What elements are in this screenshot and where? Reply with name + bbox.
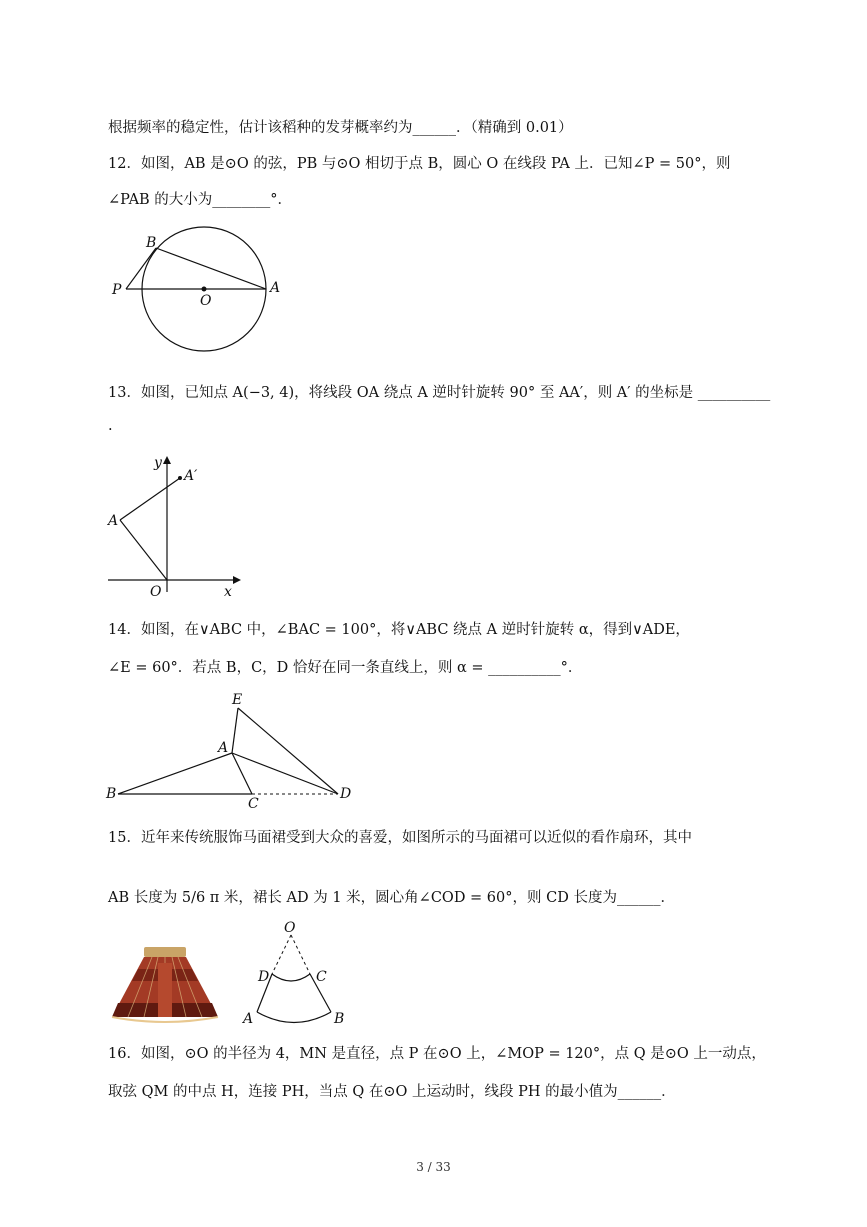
q12-text-line1: 12．如图，AB 是⊙O 的弦，PB 与⊙O 相切于点 B，圆心 O 在线段 PA 上．已知∠P = 50°，则 [108,156,731,172]
q12-circle-figure [100,225,300,360]
label-C: C [316,969,327,985]
label-C: C [248,796,259,812]
label-B: B [334,1011,345,1027]
q14-triangle-figure [100,688,370,813]
q11-tail-text: 根据频率的稳定性，估计该稻种的发芽概率约为______．（精确到 0.01） [108,120,573,136]
label-D: D [340,786,352,802]
label-A: A [108,513,119,529]
q16-text-line2: 取弦 QM 的中点 H，连接 PH，当点 Q 在⊙O 上运动时，线段 PH 的最小值为______． [108,1084,676,1100]
label-E: E [232,692,243,708]
q13-text-line1: 13．如图，已知点 A(−3, 4)，将线段 OA 绕点 A 逆时针旋转 90° 至 AA′，则 A′ 的坐标是 __________ [108,385,771,401]
label-x: x [224,584,232,600]
label-A-prime: A′ [184,468,198,484]
label-P: P [112,282,122,298]
q14-text-line1: 14．如图，在∨ABC 中，∠BAC = 100°，将∨ABC 绕点 A 逆时针旋转 α，得到∨ADE， [108,622,690,638]
label-A: A [218,740,229,756]
q15-sector-ring-figure [238,915,358,1030]
q13-text-line2: . [108,418,113,434]
q16-text-line1: 16．如图，⊙O 的半径为 4，MN 是直径，点 P 在⊙O 上，∠MOP = 120°，点 Q 是⊙O 上一动点， [108,1046,766,1062]
label-O: O [150,584,162,600]
label-B: B [106,786,117,802]
q12-text-line2: ∠PAB 的大小为________°． [108,192,293,208]
label-A: A [243,1011,254,1027]
page-number: 3 / 33 [416,1160,451,1174]
label-B: B [146,235,157,251]
label-D: D [258,969,270,985]
q15-text-line1: 15．近年来传统服饰马面裙受到大众的喜爱，如图所示的马面裙可以近似的看作扇环，其中 [108,830,692,846]
mamian-skirt-image [108,945,220,1025]
q14-text-line2: ∠E = 60°．若点 B，C，D 恰好在同一条直线上，则 α = __________°． [108,660,583,676]
label-O: O [200,293,212,309]
q13-coordinate-figure [100,450,250,600]
label-y: y [154,455,162,471]
label-A: A [270,280,281,296]
label-O: O [284,920,296,936]
q15-text-line2: AB 长度为 5/6 π 米，裙长 AD 为 1 米，圆心角∠COD = 60°，则 CD 长度为______． [108,890,675,906]
